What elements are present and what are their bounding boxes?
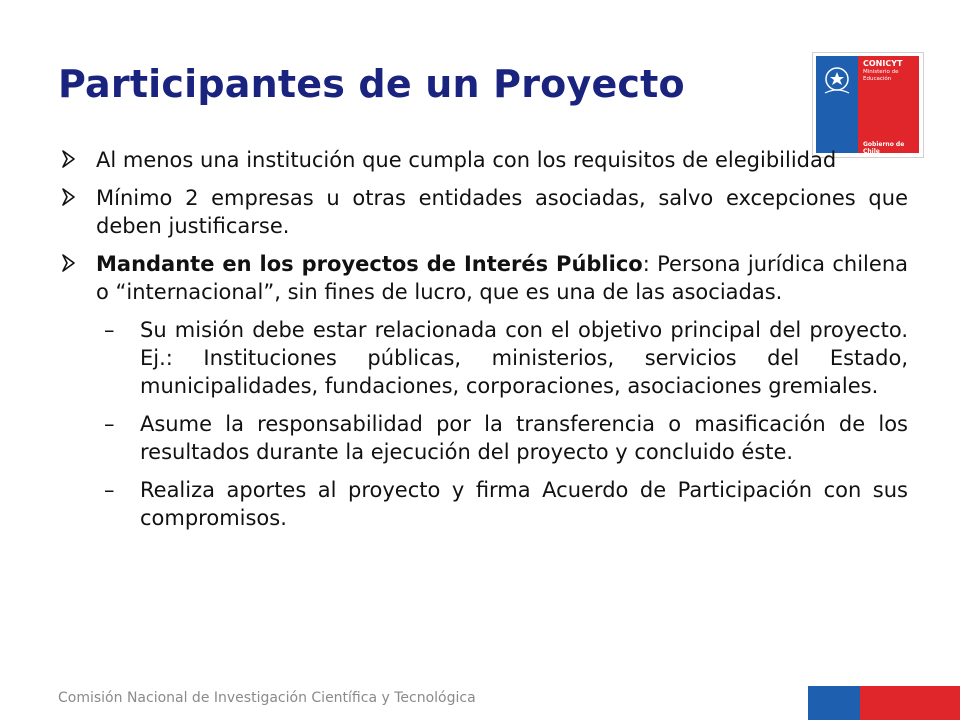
- arrow-bullet-icon: [60, 148, 78, 170]
- bullet-bold-term: Mandante en los proyectos de Interés Público: [96, 252, 643, 276]
- logo-org-name: CONICYT: [863, 59, 903, 68]
- logo-ministry: Ministerio de Educación: [863, 69, 899, 82]
- chile-coat-of-arms-icon: [819, 63, 855, 99]
- footer-flag-red: [860, 686, 960, 720]
- dash-marker: –: [104, 478, 115, 502]
- dash-marker: –: [104, 318, 115, 342]
- bullet-item: [60, 250, 908, 306]
- sub-bullet-item: [60, 316, 908, 400]
- slide-body: [60, 146, 908, 542]
- arrow-bullet-icon: [60, 186, 78, 208]
- conicyt-logo: [812, 52, 924, 158]
- logo-government: Gobierno de Chile: [863, 141, 905, 155]
- sub-bullet-text: Su misión debe estar relacionada con el objetivo principal del proyecto. Ej.: Instituciones públicas, ministerios, servicios del Estado, municipalidades, fundaciones, corporaciones, asociaciones gremiales.: [140, 318, 908, 398]
- sub-bullet-text: Realiza aportes al proyecto y firma Acuerdo de Participación con sus compromisos.: [140, 478, 908, 530]
- bullet-text: Al menos una institución que cumpla con los requisitos de elegibilidad: [96, 148, 837, 172]
- sub-bullet-text: Asume la responsabilidad por la transferencia o masificación de los resultados durante la ejecución del proyecto y concluido éste.: [140, 412, 908, 464]
- bullet-item: [60, 146, 908, 174]
- arrow-bullet-icon: [60, 252, 78, 274]
- sub-bullet-item: [60, 476, 908, 532]
- bullet-text: : Persona jurídica chilena o “internacional”, sin fines de lucro, que es una de las asociadas.: [96, 252, 908, 304]
- slide-title: Participantes de un Proyecto: [58, 62, 685, 106]
- bullet-item: [60, 184, 908, 240]
- bullet-text: Mínimo 2 empresas u otras entidades asociadas, salvo excepciones que deben justificarse.: [96, 186, 908, 238]
- sub-bullet-item: [60, 410, 908, 466]
- footer-flag-blue: [808, 686, 860, 720]
- dash-marker: –: [104, 412, 115, 436]
- footer-text: Comisión Nacional de Investigación Científica y Tecnológica: [58, 690, 476, 706]
